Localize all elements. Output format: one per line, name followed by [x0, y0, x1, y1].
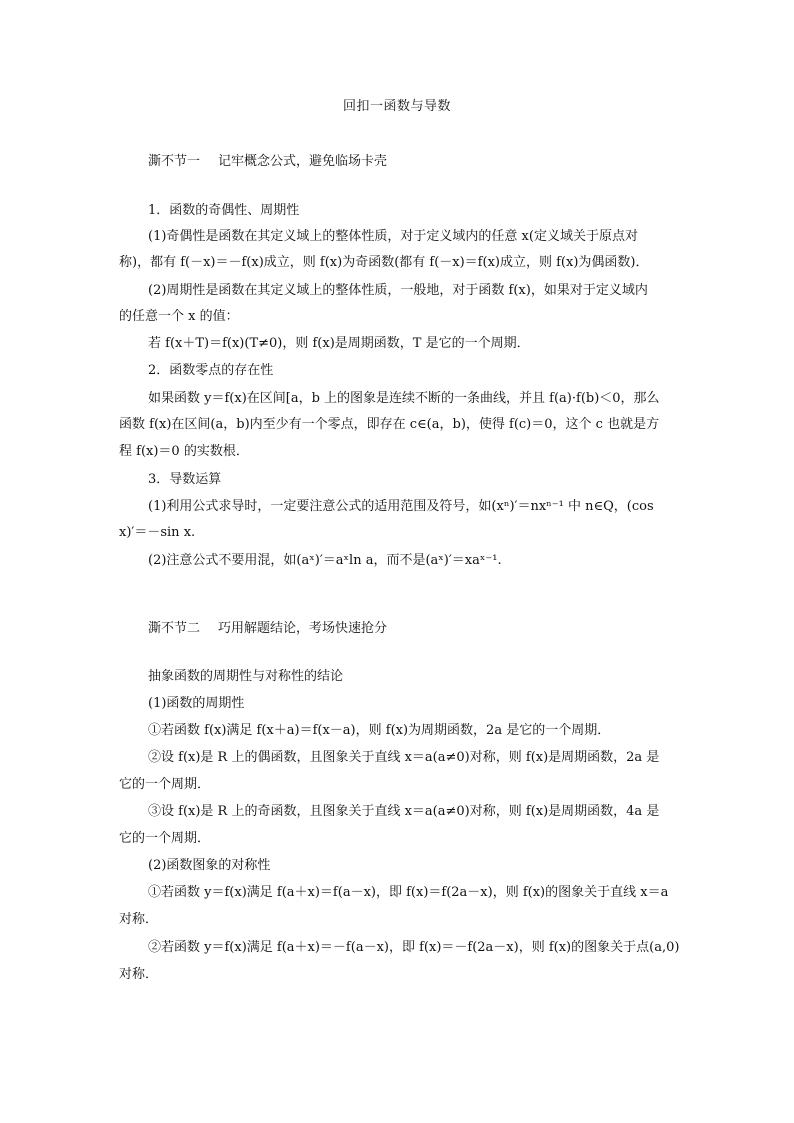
paragraph-line: 对称． — [119, 912, 159, 927]
paragraph-line: 对称． — [119, 967, 159, 982]
paragraph-line: 称)，都有 f(－x)＝－f(x)成立，则 f(x)为奇函数(都有 f(－x)＝f(x)成立，则 f(x)为偶函数)． — [119, 255, 649, 270]
section-heading-1 — [148, 150, 387, 169]
paragraph-line: 的任意一个 x 的值： — [119, 309, 239, 324]
section-label: 澌不节一 — [148, 154, 201, 169]
paragraph-line: (1)函数的周期性 — [148, 696, 245, 711]
paragraph-line: (1)奇偶性是函数在其定义域上的整体性质，对于定义域内的任意 x(定义域关于原点对 — [148, 229, 638, 244]
paragraph-line: (2)周期性是函数在其定义域上的整体性质，一般地，对于函数 f(x)，如果对于定义域内 — [148, 283, 648, 298]
paragraph-line: ①若函数 y＝f(x)满足 f(a＋x)＝f(a－x)，即 f(x)＝f(2a－x)，则 f(x)的图象关于直线 x＝a — [148, 885, 669, 900]
page-title: 回扣一函数与导数 — [342, 99, 451, 114]
paragraph-line: 它的一个周期． — [119, 831, 211, 846]
paragraph-line: ②设 f(x)是 R 上的偶函数，且图象关于直线 x＝a(a≠0)对称，则 f(x)是周期函数，2a 是 — [148, 750, 660, 765]
paragraph-line: (2)函数图象的对称性 — [148, 858, 271, 873]
paragraph-line: (1)利用公式求导时，一定要注意公式的适用范围及符号，如(xⁿ)′＝nxⁿ⁻¹ 中 n∈Q，(cos — [148, 499, 654, 514]
paragraph-line: 若 f(x＋T)＝f(x)(T≠0)，则 f(x)是周期函数，T 是它的一个周期． — [148, 336, 530, 351]
paragraph-line: 程 f(x)＝0 的实数根． — [119, 444, 249, 459]
paragraph-line: x)′＝－sin x. — [119, 525, 196, 540]
section-label: 澌不节二 — [148, 621, 201, 636]
section-heading-2 — [148, 617, 387, 636]
paragraph-line: 如果函数 y＝f(x)在区间[a，b 上的图象是连续不断的一条曲线，并且 f(a)·f(b)＜0，那么 — [148, 391, 660, 406]
subsection-heading: 抽象函数的周期性与对称性的结论 — [148, 669, 344, 684]
section-text: 巧用解题结论，考场快速抢分 — [218, 621, 388, 636]
paragraph-line: 它的一个周期． — [119, 777, 211, 792]
paragraph-line: (2)注意公式不要用混，如(aˣ)′＝aˣln a，而不是(aˣ)′＝xaˣ⁻¹. — [148, 553, 502, 568]
paragraph-line: ②若函数 y＝f(x)满足 f(a＋x)＝－f(a－x)，即 f(x)＝－f(2a－x)，则 f(x)的图象关于点(a,0) — [148, 940, 680, 955]
heading-zero-existence: 2．函数零点的存在性 — [148, 363, 274, 378]
section-text: 记牢概念公式，避免临场卡壳 — [218, 154, 388, 169]
paragraph-line: ③设 f(x)是 R 上的奇函数，且图象关于直线 x＝a(a≠0)对称，则 f(x)是周期函数，4a 是 — [148, 804, 660, 819]
heading-derivative: 3．导数运算 — [148, 472, 222, 487]
paragraph-line: ①若函数 f(x)满足 f(x＋a)＝f(x－a)，则 f(x)为周期函数，2a 是它的一个周期． — [148, 723, 611, 738]
heading-parity-period: 1．函数的奇偶性、周期性 — [148, 203, 300, 218]
paragraph-line: 函数 f(x)在区间(a，b)内至少有一个零点，即存在 c∈(a，b)，使得 f(c)＝0，这个 c 也就是方 — [119, 417, 660, 432]
